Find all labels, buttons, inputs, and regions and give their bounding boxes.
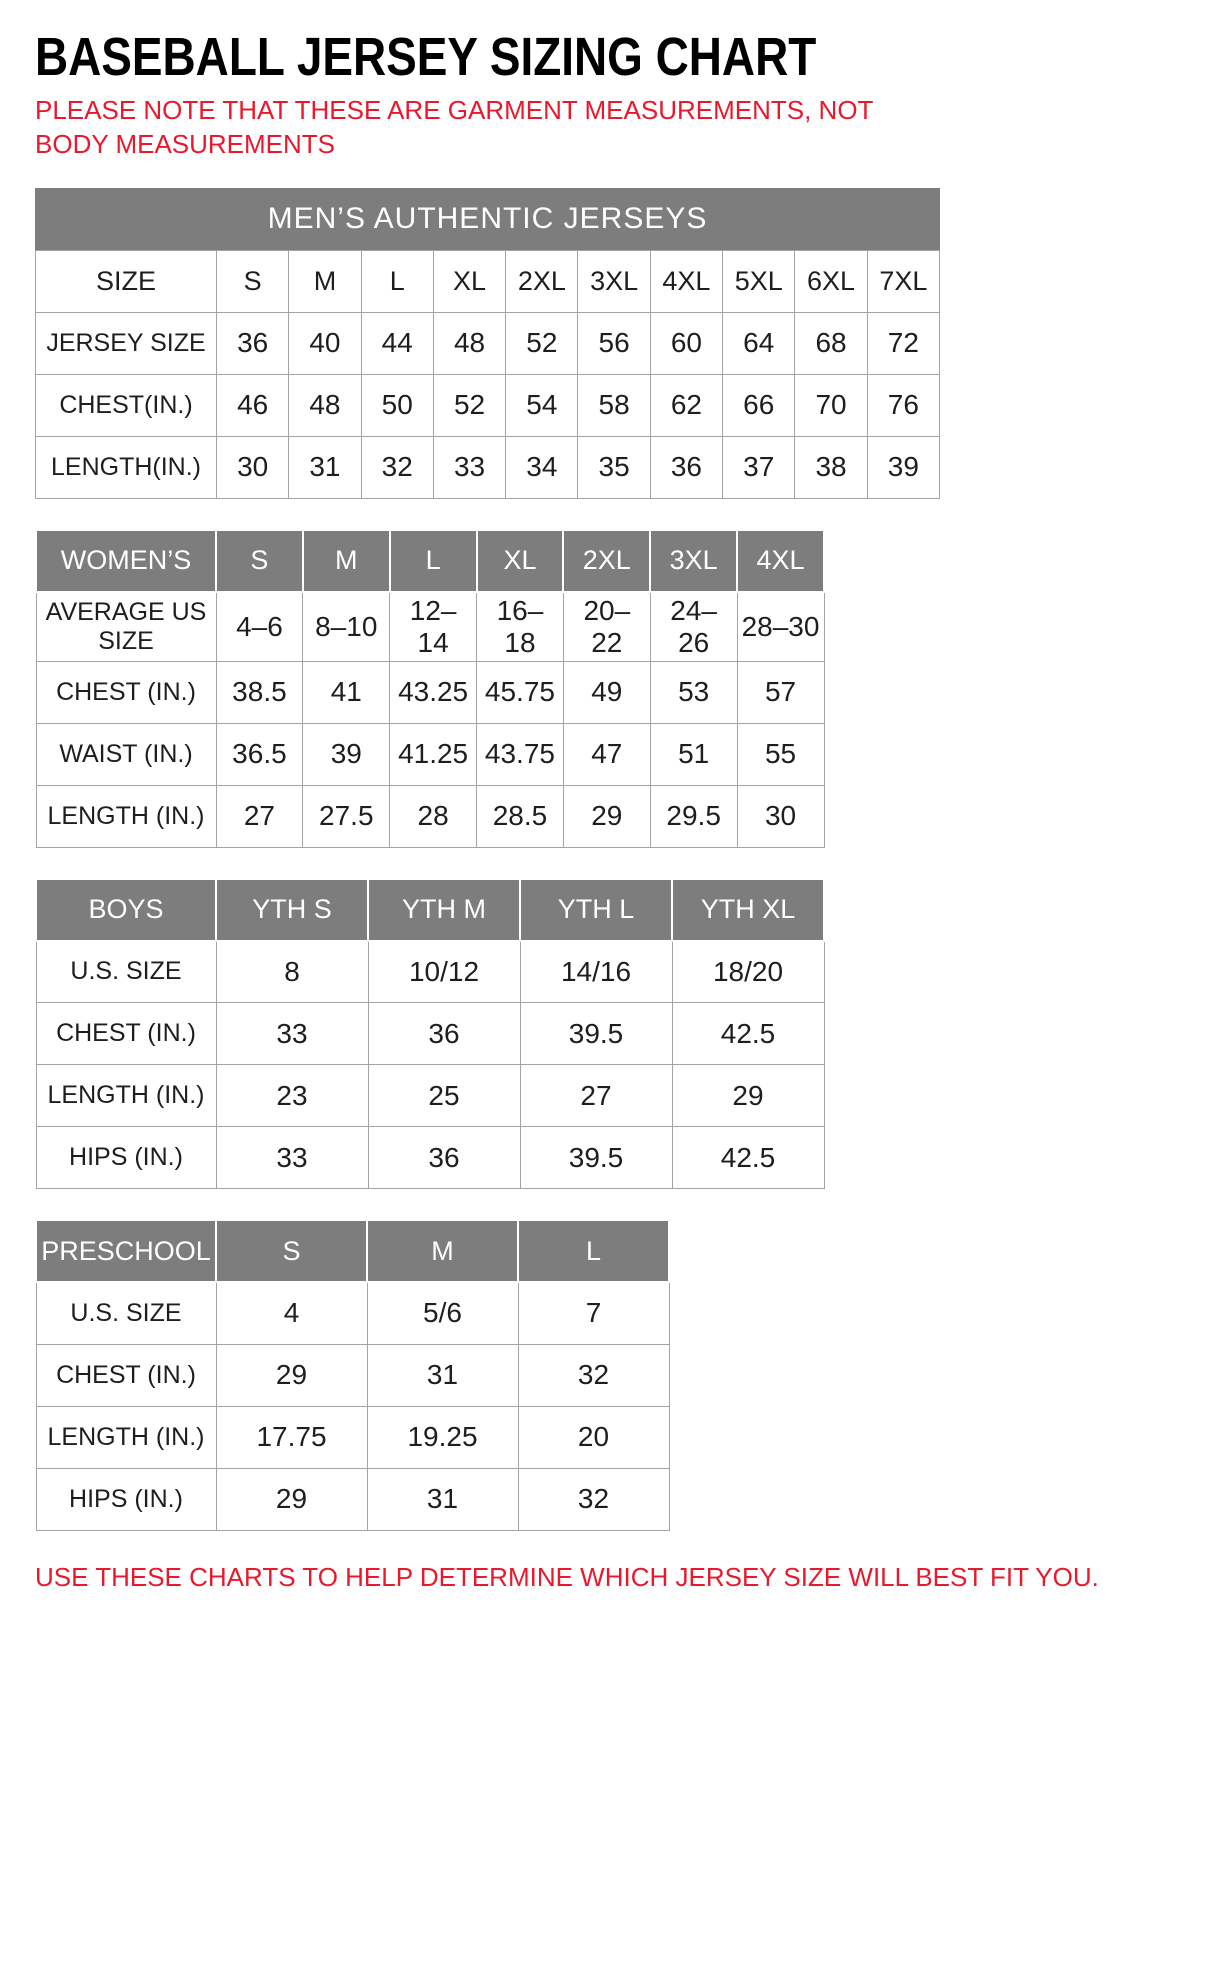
table-row bbox=[36, 1344, 669, 1406]
size-column-header: 4XL bbox=[650, 250, 722, 312]
value-cell: 38 bbox=[795, 436, 867, 498]
value-cell: 33 bbox=[433, 436, 505, 498]
size-column-header: 5XL bbox=[723, 250, 795, 312]
value-cell: 32 bbox=[518, 1468, 669, 1530]
value-cell: 19.25 bbox=[367, 1406, 518, 1468]
row-label: LENGTH (IN.) bbox=[36, 1406, 216, 1468]
value-cell: 70 bbox=[795, 374, 867, 436]
page-title: BASEBALL JERSEY SIZING CHART bbox=[35, 27, 817, 87]
table-row bbox=[36, 1406, 669, 1468]
value-cell: 76 bbox=[867, 374, 939, 436]
size-column-header: M bbox=[367, 1220, 518, 1282]
value-cell: 39.5 bbox=[520, 1127, 672, 1189]
value-cell: 47 bbox=[563, 723, 650, 785]
row-label: LENGTH(IN.) bbox=[36, 436, 217, 498]
womens-table-section bbox=[35, 529, 1185, 848]
size-column-header: L bbox=[518, 1220, 669, 1282]
table-row bbox=[36, 592, 824, 662]
value-cell: 37 bbox=[723, 436, 795, 498]
value-cell: 12–14 bbox=[390, 592, 477, 662]
row-label: WAIST (IN.) bbox=[36, 723, 216, 785]
value-cell: 40 bbox=[289, 312, 361, 374]
row-label: U.S. SIZE bbox=[36, 1282, 216, 1344]
value-cell: 41.25 bbox=[390, 723, 477, 785]
table-row bbox=[36, 785, 824, 847]
value-cell: 54 bbox=[506, 374, 578, 436]
value-cell: 17.75 bbox=[216, 1406, 367, 1468]
row-label: JERSEY SIZE bbox=[36, 312, 217, 374]
value-cell: 28 bbox=[390, 785, 477, 847]
value-cell: 29 bbox=[216, 1468, 367, 1530]
size-column-header: YTH S bbox=[216, 879, 368, 941]
value-cell: 8–10 bbox=[303, 592, 390, 662]
value-cell: 28.5 bbox=[477, 785, 564, 847]
value-cell: 18/20 bbox=[672, 941, 824, 1003]
row-label-header: BOYS bbox=[36, 879, 216, 941]
row-label: CHEST (IN.) bbox=[36, 1344, 216, 1406]
size-column-header: L bbox=[361, 250, 433, 312]
size-column-header: YTH M bbox=[368, 879, 520, 941]
value-cell: 45.75 bbox=[477, 661, 564, 723]
value-cell: 58 bbox=[578, 374, 650, 436]
header-row bbox=[36, 250, 940, 312]
value-cell: 23 bbox=[216, 1065, 368, 1127]
value-cell: 52 bbox=[506, 312, 578, 374]
value-cell: 27 bbox=[216, 785, 303, 847]
header-row bbox=[36, 530, 824, 592]
value-cell: 62 bbox=[650, 374, 722, 436]
value-cell: 4 bbox=[216, 1282, 367, 1344]
row-label-header: PRESCHOOL bbox=[36, 1220, 216, 1282]
value-cell: 72 bbox=[867, 312, 939, 374]
value-cell: 43.75 bbox=[477, 723, 564, 785]
value-cell: 52 bbox=[433, 374, 505, 436]
value-cell: 44 bbox=[361, 312, 433, 374]
value-cell: 29.5 bbox=[650, 785, 737, 847]
value-cell: 60 bbox=[650, 312, 722, 374]
table-row bbox=[36, 1065, 824, 1127]
size-column-header: 6XL bbox=[795, 250, 867, 312]
mens-table-section bbox=[35, 188, 1185, 499]
table-row bbox=[36, 436, 940, 498]
value-cell: 20 bbox=[518, 1406, 669, 1468]
row-label: CHEST(IN.) bbox=[36, 374, 217, 436]
row-label-header: SIZE bbox=[36, 250, 217, 312]
value-cell: 42.5 bbox=[672, 1127, 824, 1189]
value-cell: 10/12 bbox=[368, 941, 520, 1003]
value-cell: 27.5 bbox=[303, 785, 390, 847]
value-cell: 32 bbox=[361, 436, 433, 498]
value-cell: 66 bbox=[723, 374, 795, 436]
value-cell: 39.5 bbox=[520, 1003, 672, 1065]
value-cell: 35 bbox=[578, 436, 650, 498]
row-label: U.S. SIZE bbox=[36, 941, 216, 1003]
table-row bbox=[36, 1003, 824, 1065]
size-column-header: XL bbox=[433, 250, 505, 312]
value-cell: 16–18 bbox=[477, 592, 564, 662]
value-cell: 29 bbox=[563, 785, 650, 847]
value-cell: 30 bbox=[217, 436, 289, 498]
table-row bbox=[36, 1468, 669, 1530]
table-row bbox=[36, 312, 940, 374]
value-cell: 36.5 bbox=[216, 723, 303, 785]
size-column-header: L bbox=[390, 530, 477, 592]
table-row bbox=[36, 723, 824, 785]
value-cell: 36 bbox=[650, 436, 722, 498]
size-column-header: XL bbox=[477, 530, 564, 592]
value-cell: 29 bbox=[216, 1344, 367, 1406]
value-cell: 32 bbox=[518, 1344, 669, 1406]
value-cell: 36 bbox=[368, 1127, 520, 1189]
value-cell: 48 bbox=[289, 374, 361, 436]
preschool-sizing-table bbox=[35, 1219, 670, 1531]
value-cell: 25 bbox=[368, 1065, 520, 1127]
value-cell: 50 bbox=[361, 374, 433, 436]
value-cell: 43.25 bbox=[390, 661, 477, 723]
value-cell: 28–30 bbox=[737, 592, 824, 662]
value-cell: 57 bbox=[737, 661, 824, 723]
garment-measurement-note: PLEASE NOTE THAT THESE ARE GARMENT MEASUREMENTS, NOT BODY MEASUREMENTS bbox=[35, 95, 873, 159]
value-cell: 46 bbox=[217, 374, 289, 436]
size-column-header: 2XL bbox=[506, 250, 578, 312]
table-row bbox=[36, 661, 824, 723]
value-cell: 36 bbox=[368, 1003, 520, 1065]
value-cell: 4–6 bbox=[216, 592, 303, 662]
size-column-header: 2XL bbox=[563, 530, 650, 592]
preschool-table-section bbox=[35, 1219, 1185, 1531]
table-row bbox=[36, 1282, 669, 1344]
value-cell: 64 bbox=[723, 312, 795, 374]
row-label: HIPS (IN.) bbox=[36, 1127, 216, 1189]
value-cell: 41 bbox=[303, 661, 390, 723]
size-column-header: S bbox=[216, 1220, 367, 1282]
value-cell: 7 bbox=[518, 1282, 669, 1344]
boys-sizing-table bbox=[35, 878, 825, 1190]
value-cell: 34 bbox=[506, 436, 578, 498]
size-column-header: YTH L bbox=[520, 879, 672, 941]
value-cell: 30 bbox=[737, 785, 824, 847]
value-cell: 38.5 bbox=[216, 661, 303, 723]
value-cell: 31 bbox=[289, 436, 361, 498]
value-cell: 53 bbox=[650, 661, 737, 723]
table-row bbox=[36, 941, 824, 1003]
mens-table-title: MEN’S AUTHENTIC JERSEYS bbox=[35, 188, 940, 250]
row-label: CHEST (IN.) bbox=[36, 1003, 216, 1065]
row-label: HIPS (IN.) bbox=[36, 1468, 216, 1530]
value-cell: 14/16 bbox=[520, 941, 672, 1003]
table-row bbox=[36, 1127, 824, 1189]
row-label: LENGTH (IN.) bbox=[36, 785, 216, 847]
value-cell: 36 bbox=[217, 312, 289, 374]
size-column-header: 3XL bbox=[650, 530, 737, 592]
value-cell: 27 bbox=[520, 1065, 672, 1127]
value-cell: 51 bbox=[650, 723, 737, 785]
womens-sizing-table bbox=[35, 529, 825, 848]
value-cell: 39 bbox=[303, 723, 390, 785]
value-cell: 5/6 bbox=[367, 1282, 518, 1344]
value-cell: 24–26 bbox=[650, 592, 737, 662]
value-cell: 39 bbox=[867, 436, 939, 498]
value-cell: 20–22 bbox=[563, 592, 650, 662]
size-column-header: S bbox=[217, 250, 289, 312]
size-column-header: 7XL bbox=[867, 250, 939, 312]
table-row bbox=[36, 374, 940, 436]
value-cell: 42.5 bbox=[672, 1003, 824, 1065]
value-cell: 48 bbox=[433, 312, 505, 374]
value-cell: 49 bbox=[563, 661, 650, 723]
header-row bbox=[36, 1220, 669, 1282]
value-cell: 29 bbox=[672, 1065, 824, 1127]
size-column-header: YTH XL bbox=[672, 879, 824, 941]
value-cell: 8 bbox=[216, 941, 368, 1003]
value-cell: 33 bbox=[216, 1127, 368, 1189]
row-label: AVERAGE US SIZE bbox=[36, 592, 216, 662]
value-cell: 33 bbox=[216, 1003, 368, 1065]
boys-table-section bbox=[35, 878, 1185, 1190]
size-column-header: M bbox=[289, 250, 361, 312]
value-cell: 31 bbox=[367, 1344, 518, 1406]
fit-advice-note: USE THESE CHARTS TO HELP DETERMINE WHICH JERSEY SIZE WILL BEST FIT YOU. bbox=[35, 1561, 1099, 1592]
value-cell: 55 bbox=[737, 723, 824, 785]
row-label: LENGTH (IN.) bbox=[36, 1065, 216, 1127]
row-label-header: WOMEN’S bbox=[36, 530, 216, 592]
header-row bbox=[36, 879, 824, 941]
value-cell: 56 bbox=[578, 312, 650, 374]
value-cell: 31 bbox=[367, 1468, 518, 1530]
size-column-header: S bbox=[216, 530, 303, 592]
value-cell: 68 bbox=[795, 312, 867, 374]
size-column-header: 4XL bbox=[737, 530, 824, 592]
size-column-header: M bbox=[303, 530, 390, 592]
row-label: CHEST (IN.) bbox=[36, 661, 216, 723]
size-column-header: 3XL bbox=[578, 250, 650, 312]
mens-sizing-table bbox=[35, 250, 940, 499]
